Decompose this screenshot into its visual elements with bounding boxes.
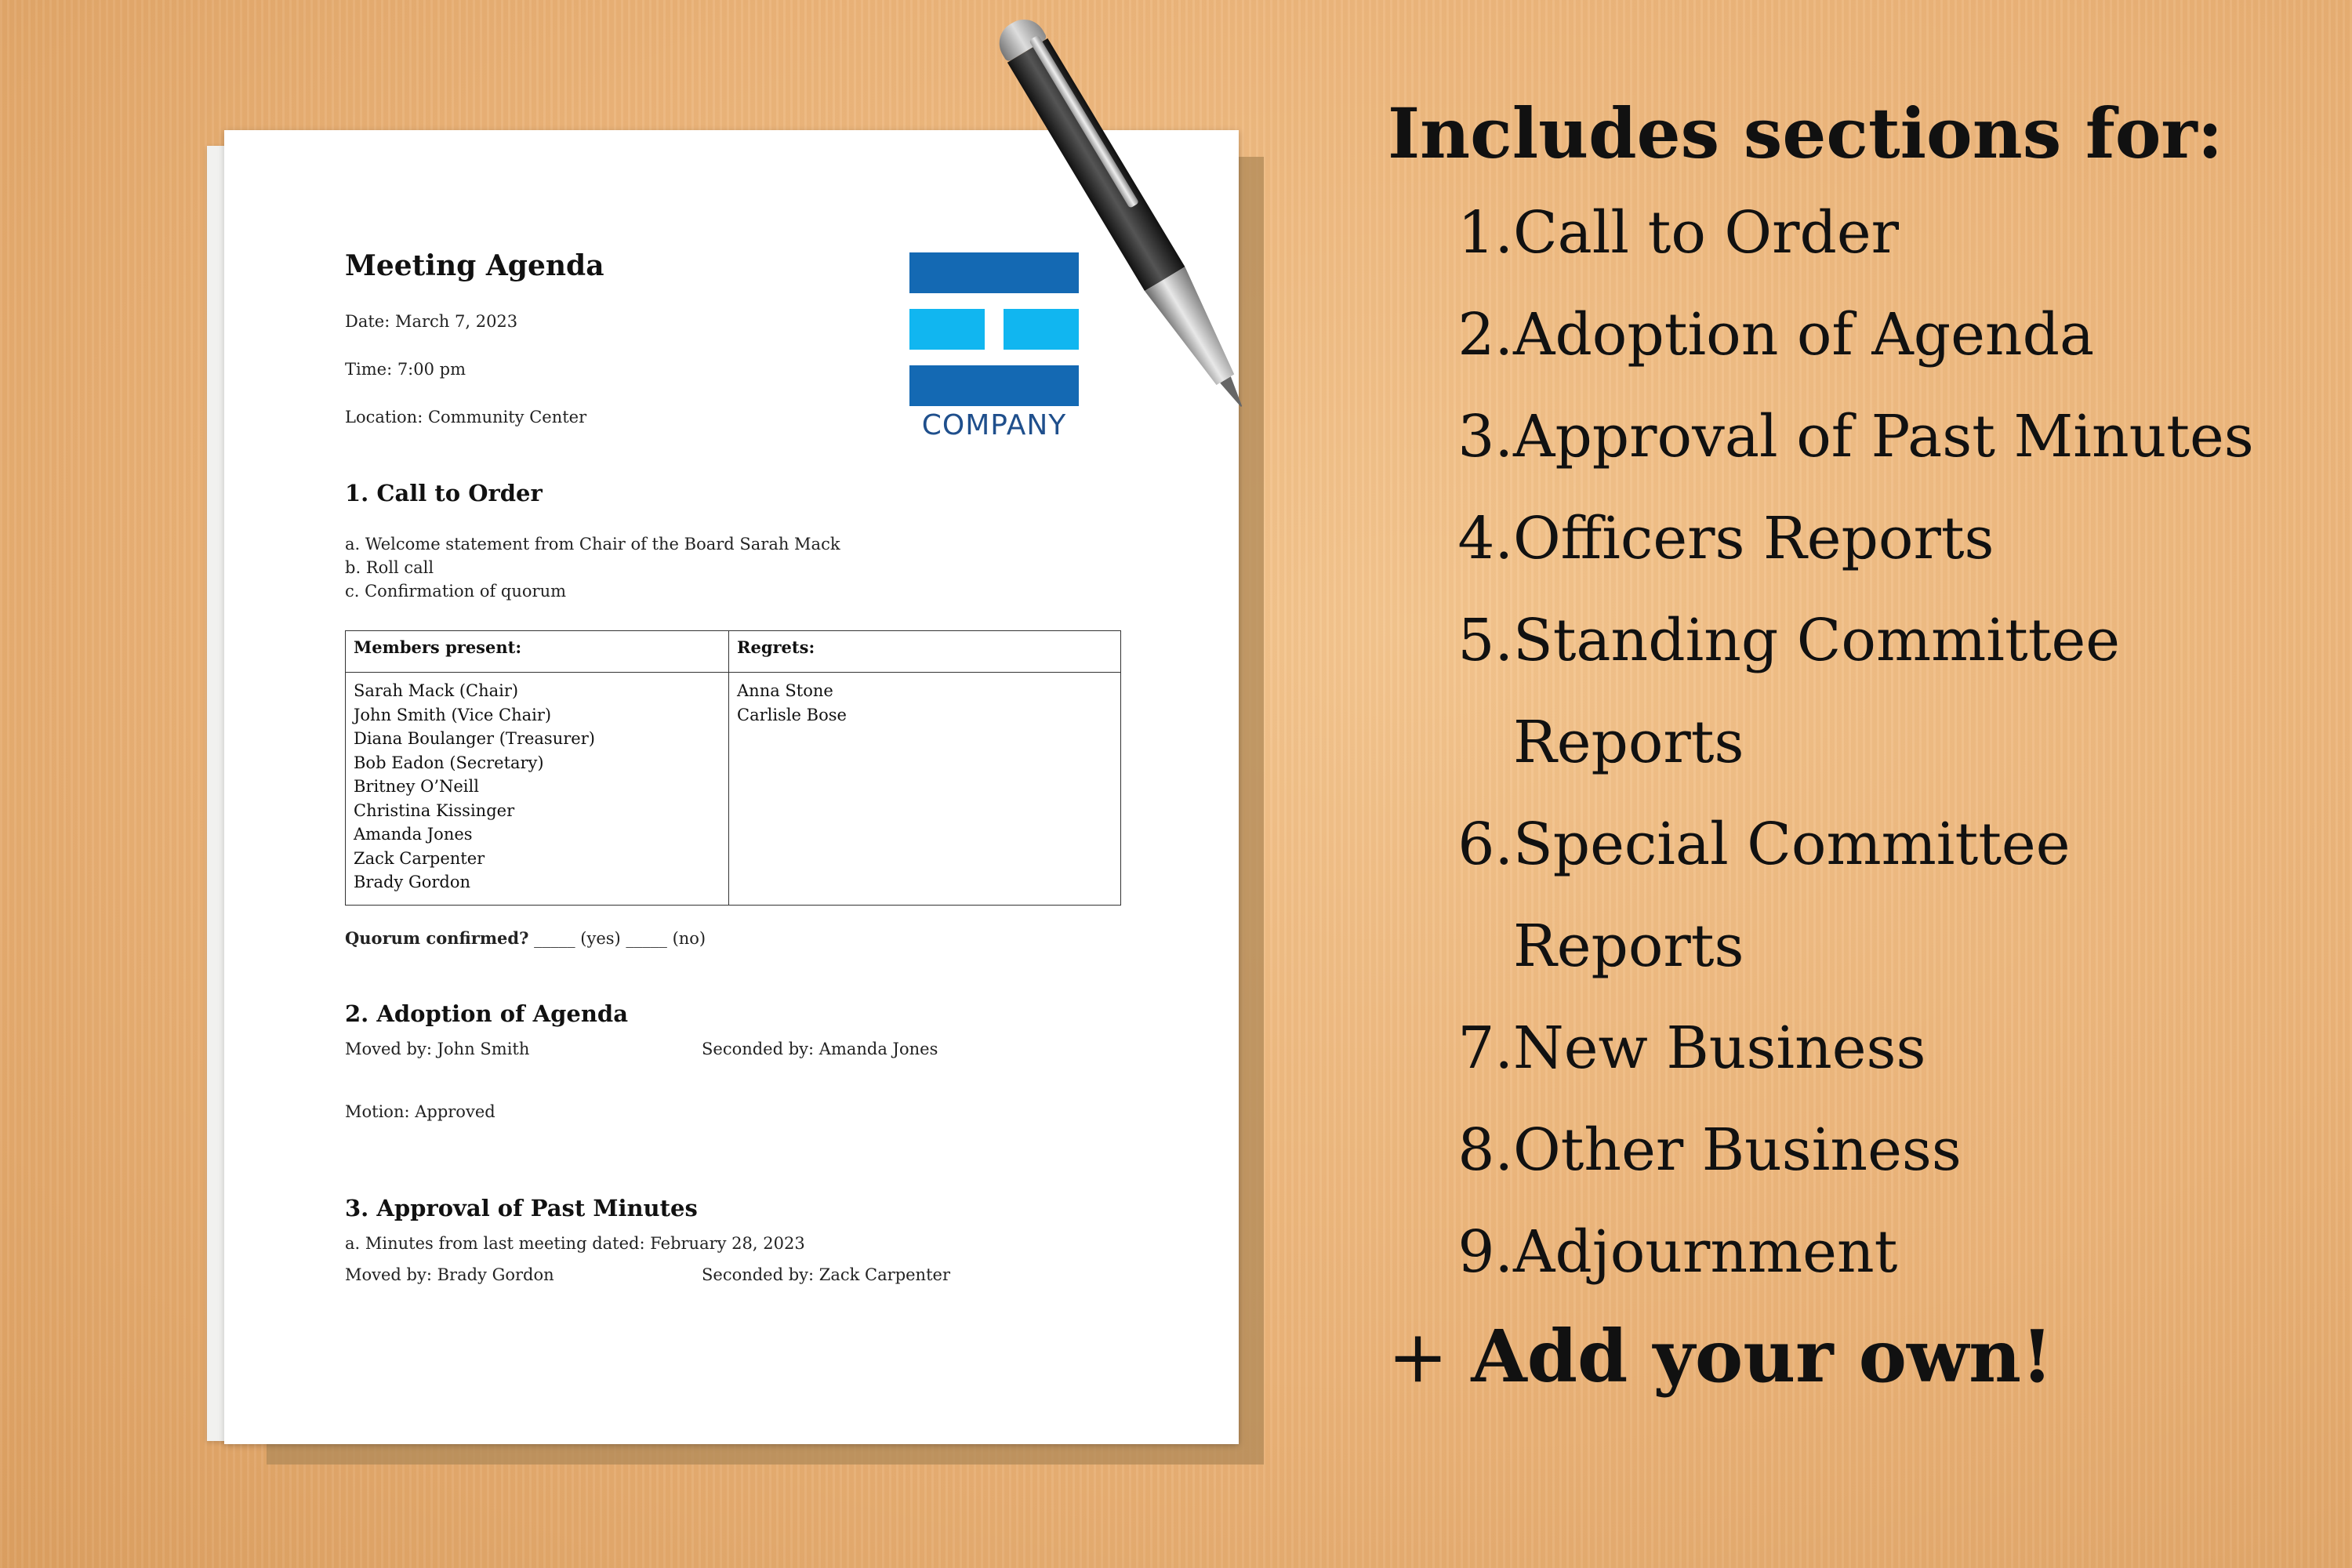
feature-text: Special Committee Reports [1513, 811, 2071, 980]
feature-text: Adjournment [1513, 1218, 1898, 1286]
feature-number: 6. [1457, 811, 1513, 878]
section3-seconded: Seconded by: Zack Carpenter [702, 1265, 950, 1284]
feature-number: 8. [1457, 1116, 1513, 1184]
member-name: Brady Gordon [354, 873, 471, 891]
member-name: Zack Carpenter [354, 848, 485, 868]
members-present-cell [346, 673, 729, 906]
section1-item-a: a. Welcome statement from Chair of the Board Sarah Mack [345, 535, 840, 554]
section3-item-a: a. Minutes from last meeting dated: February 28, 2023 [345, 1234, 805, 1253]
feature-number: 3. [1457, 403, 1513, 470]
section3-heading: 3. Approval of Past Minutes [345, 1195, 698, 1221]
plus-sign: + [1388, 1315, 1449, 1399]
section1-item-b: b. Roll call [345, 558, 434, 577]
feature-item [1457, 386, 2297, 488]
member-name: John Smith (Vice Chair) [354, 705, 552, 724]
feature-item [1457, 284, 2297, 386]
quorum-label: Quorum confirmed? [345, 928, 529, 948]
member-name: Sarah Mack (Chair) [354, 681, 519, 700]
quorum-line [345, 928, 706, 948]
add-your-own-text: Add your own! [1471, 1314, 2053, 1399]
logo-left-square [909, 309, 985, 350]
add-your-own-callout [1388, 1314, 2297, 1399]
feature-number: 5. [1457, 607, 1513, 674]
feature-item [1457, 1201, 2297, 1303]
feature-item [1457, 488, 2297, 590]
feature-number: 1. [1457, 199, 1513, 267]
members-present-header: Members present: [346, 631, 729, 673]
meeting-time: Time: 7:00 pm [345, 360, 466, 379]
feature-item [1457, 997, 2297, 1099]
agenda-document [224, 130, 1239, 1444]
features-panel [1388, 93, 2297, 1399]
feature-text: Other Business [1513, 1116, 1962, 1184]
section2-seconded: Seconded by: Amanda Jones [702, 1040, 938, 1058]
section1-heading: 1. Call to Order [345, 480, 543, 506]
feature-text: Adoption of Agenda [1513, 301, 2095, 368]
member-name: Amanda Jones [354, 825, 473, 844]
regrets-cell [729, 673, 1121, 906]
section2-motion: Motion: Approved [345, 1102, 495, 1121]
feature-text: Approval of Past Minutes [1513, 403, 2254, 470]
member-name: Bob Eadon (Secretary) [354, 753, 544, 772]
feature-text: Call to Order [1513, 199, 1899, 267]
feature-number: 4. [1457, 505, 1513, 572]
features-heading: Includes sections for: [1388, 93, 2223, 174]
feature-number: 2. [1457, 301, 1513, 368]
feature-number: 9. [1457, 1218, 1513, 1286]
features-list [1388, 182, 2297, 1303]
logo-wordmark: COMPANY [921, 409, 1067, 441]
feature-text: New Business [1513, 1014, 1926, 1082]
feature-text: Standing Committee Reports [1513, 607, 2121, 776]
logo-middle-row [909, 309, 1079, 350]
meeting-location: Location: Community Center [345, 408, 587, 426]
document-title: Meeting Agenda [345, 249, 604, 282]
feature-text: Officers Reports [1513, 505, 1994, 572]
regret-name: Anna Stone [737, 681, 833, 700]
member-name: Diana Boulanger (Treasurer) [354, 729, 595, 748]
quorum-blanks: _____ (yes) _____ (no) [534, 929, 706, 948]
feature-item [1457, 590, 2297, 793]
section3-moved: Moved by: Brady Gordon [345, 1265, 554, 1284]
logo-bottom-bar [909, 365, 1079, 406]
regrets-header: Regrets: [729, 631, 1121, 673]
feature-item [1457, 793, 2297, 997]
regret-name: Carlisle Bose [737, 705, 847, 724]
pen-tip [1220, 376, 1247, 410]
feature-item [1457, 1099, 2297, 1201]
logo-right-square [1004, 309, 1079, 350]
members-table [345, 630, 1121, 906]
member-name: Christina Kissinger [354, 800, 515, 820]
meeting-date: Date: March 7, 2023 [345, 312, 518, 331]
feature-number: 7. [1457, 1014, 1513, 1082]
feature-item [1457, 182, 2297, 284]
section1-item-c: c. Confirmation of quorum [345, 582, 567, 601]
section2-moved: Moved by: John Smith [345, 1040, 530, 1058]
logo-top-bar [909, 252, 1079, 293]
section2-heading: 2. Adoption of Agenda [345, 1000, 628, 1027]
member-name: Britney O’Neill [354, 777, 479, 796]
company-logo [909, 252, 1079, 441]
